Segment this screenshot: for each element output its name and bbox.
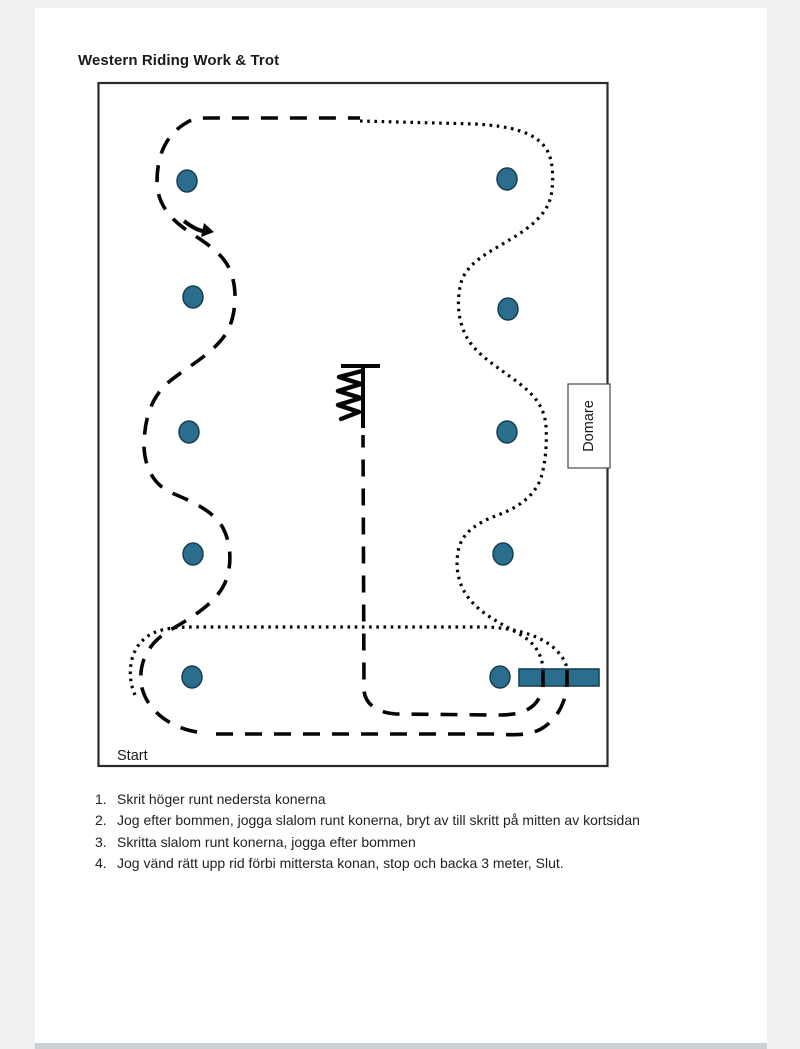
cone	[497, 421, 517, 443]
cone	[183, 286, 203, 308]
instruction-number: 2.	[95, 812, 107, 829]
instruction-item	[95, 853, 735, 874]
instruction-text: Jog vänd rätt upp rid förbi mittersta konan, stop och backa 3 meter, Slut.	[117, 854, 564, 871]
judge-label: Domare	[580, 400, 597, 452]
document-page	[35, 8, 767, 1043]
cone	[183, 543, 203, 565]
cone	[179, 421, 199, 443]
pole-bommen	[519, 669, 599, 686]
instructions-list	[95, 789, 735, 874]
judge-box	[568, 384, 610, 468]
cone	[497, 168, 517, 190]
instruction-item	[95, 832, 735, 853]
instruction-text: Skrit höger runt nedersta konerna	[117, 791, 326, 807]
instruction-item	[95, 789, 735, 810]
cone	[498, 298, 518, 320]
arena-border	[99, 83, 608, 766]
cone	[182, 666, 202, 688]
cone	[490, 666, 510, 688]
horizontal-scrollbar[interactable]	[35, 1043, 767, 1049]
instruction-text: Jog efter bommen, jogga slalom runt konerna, bryt av till skritt på mitten av kortsidan	[117, 812, 640, 829]
page-title: Western Riding Work & Trot	[78, 52, 280, 69]
instruction-text: Skritta slalom runt konerna, jogga efter bommen	[117, 833, 416, 850]
cone	[493, 543, 513, 565]
riding-pattern-diagram	[90, 70, 620, 780]
instruction-number: 4.	[95, 854, 107, 871]
start-label: Start	[117, 748, 148, 764]
instruction-number: 3.	[95, 833, 107, 850]
instruction-number: 1.	[95, 791, 107, 807]
instruction-item	[95, 810, 735, 831]
cone	[177, 170, 197, 192]
